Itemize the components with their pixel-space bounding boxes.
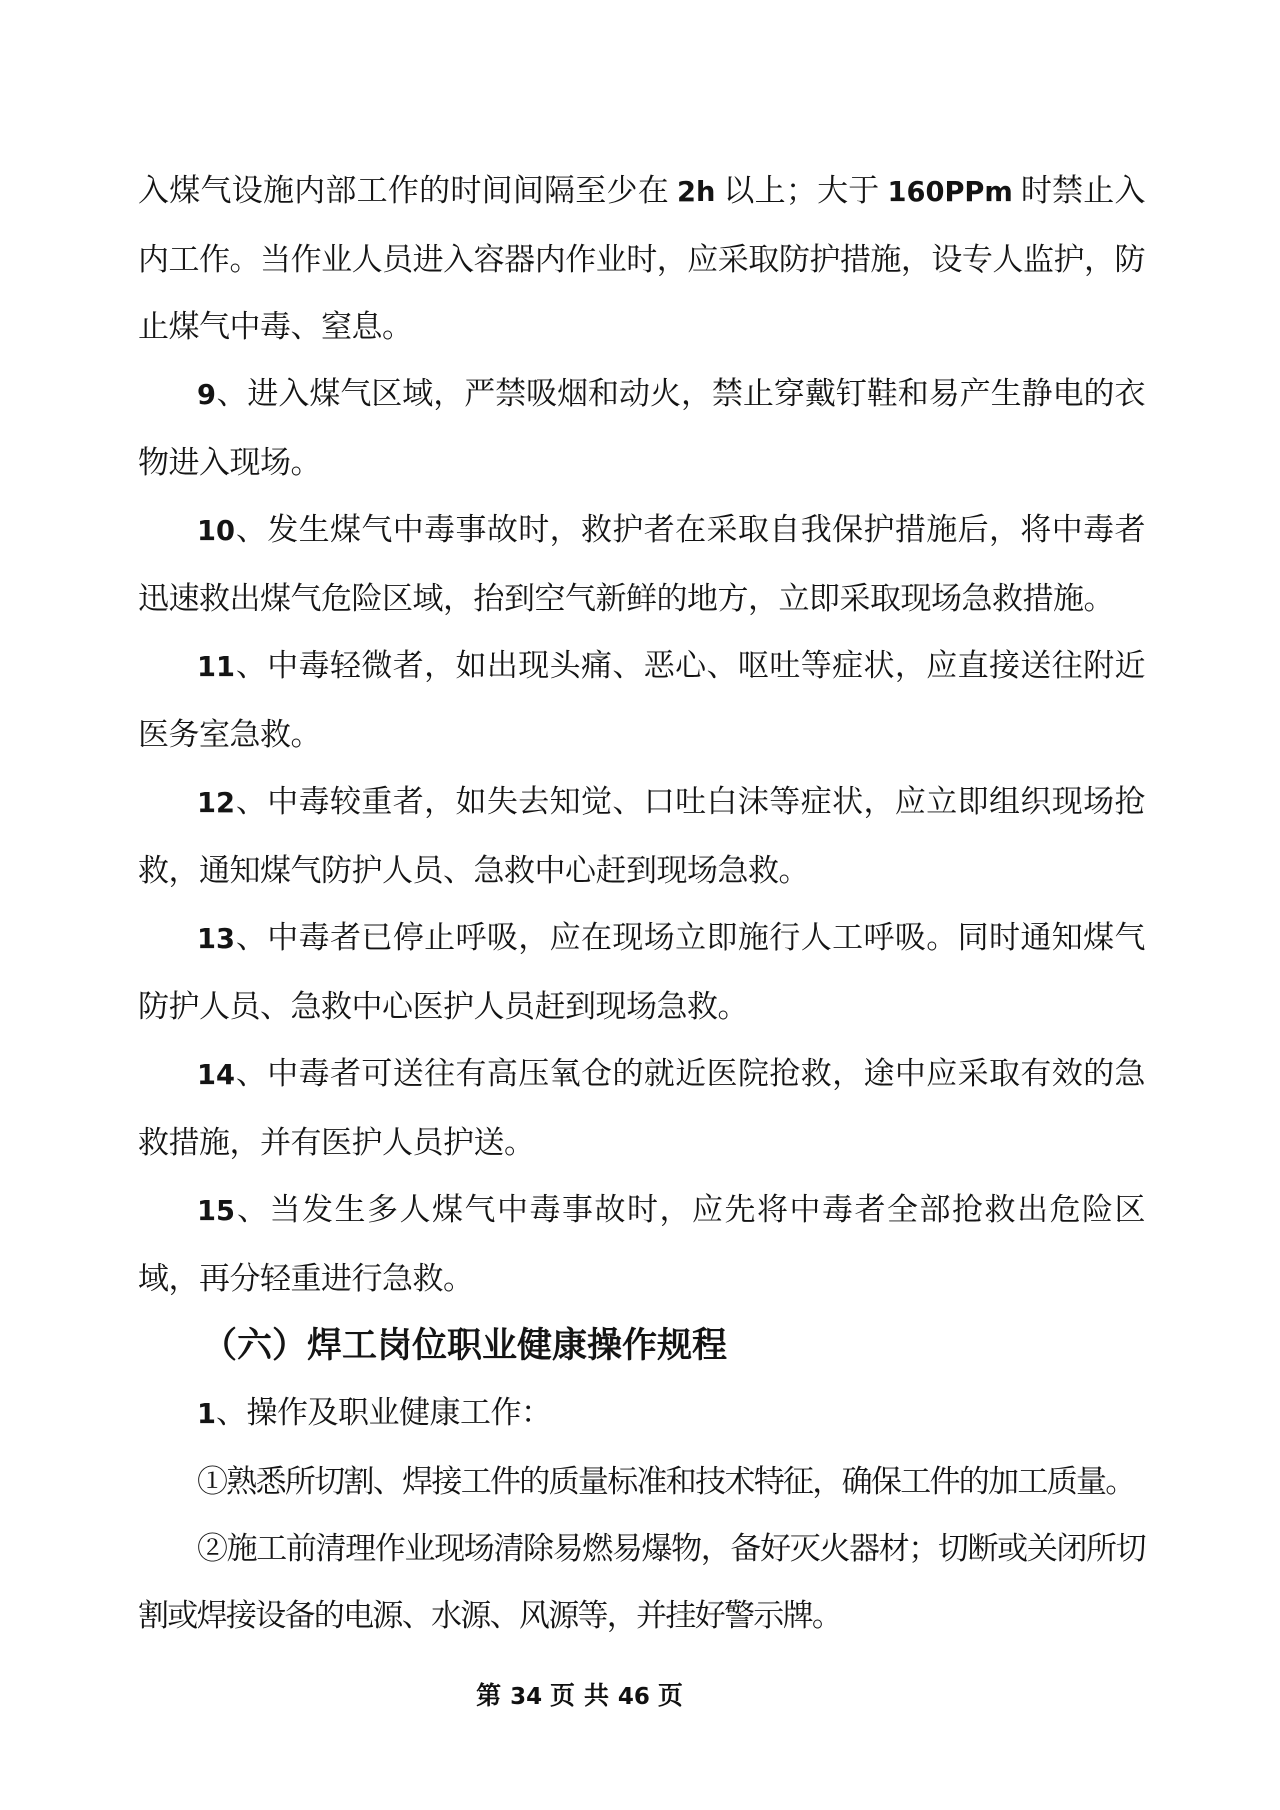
latin-text: 46 [617,1684,650,1710]
paragraph: 12、中毒较重者，如失去知觉、口吐白沫等症状，应立即组织现场抢救，通知煤气防护人员、急救中心赶到现场急救。 [138,784,1145,888]
latin-text: 9 [197,380,216,411]
paragraph: 11、中毒轻微者，如出现头痛、恶心、呕吐等症状，应直接送往附近医务室急救。 [138,648,1145,752]
section-heading: （六）焊工岗位职业健康操作规程 [202,1326,728,1365]
latin-text: 160PPm [887,177,1013,208]
latin-text: 15 [197,1196,235,1227]
latin-text: 10 [197,516,235,547]
paragraph: 10、发生煤气中毒事故时，救护者在采取自我保护措施后，将中毒者迅速救出煤气危险区域，抬到空气新鲜的地方，立即采取现场急救措施。 [138,512,1145,616]
paragraph: 1、操作及职业健康工作： [197,1395,552,1430]
latin-text: 13 [197,924,235,955]
paragraph: 9、进入煤气区域，严禁吸烟和动火，禁止穿戴钉鞋和易产生静电的衣物进入现场。 [138,376,1145,480]
latin-text: 11 [197,652,235,683]
latin-text: 14 [197,1060,235,1091]
latin-text: 2h [676,177,716,208]
document-body [138,157,1145,1649]
paragraph: 入煤气设施内部工作的时间间隔至少在 2h 以上；大于 160PPm 时禁止入内工作。当作业人员进入容器内作业时，应采取防护措施，设专人监护，防止煤气中毒、窒息。 [138,173,1146,344]
latin-text: 1 [197,1399,216,1430]
paragraph: 14、中毒者可送往有高压氧仓的就近医院抢救，途中应采取有效的急救措施，并有医护人员护送。 [138,1056,1145,1160]
page-number-footer: 第 34 页 共 46 页 [476,1682,684,1710]
paragraph: ②施工前清理作业现场清除易燃易爆物，备好灭火器材；切断或关闭所切割或焊接设备的电源、水源、风源等，并挂好警示牌。 [138,1531,1145,1633]
latin-text: 12 [197,788,235,819]
latin-text: 34 [510,1684,543,1710]
paragraph: ①熟悉所切割、焊接工件的质量标准和技术特征，确保工件的加工质量。 [197,1464,1135,1499]
paragraph: 15、当发生多人煤气中毒事故时，应先将中毒者全部抢救出危险区域，再分轻重进行急救。 [138,1192,1145,1296]
paragraph: 13、中毒者已停止呼吸，应在现场立即施行人工呼吸。同时通知煤气防护人员、急救中心医护人员赶到现场急救。 [138,920,1145,1024]
